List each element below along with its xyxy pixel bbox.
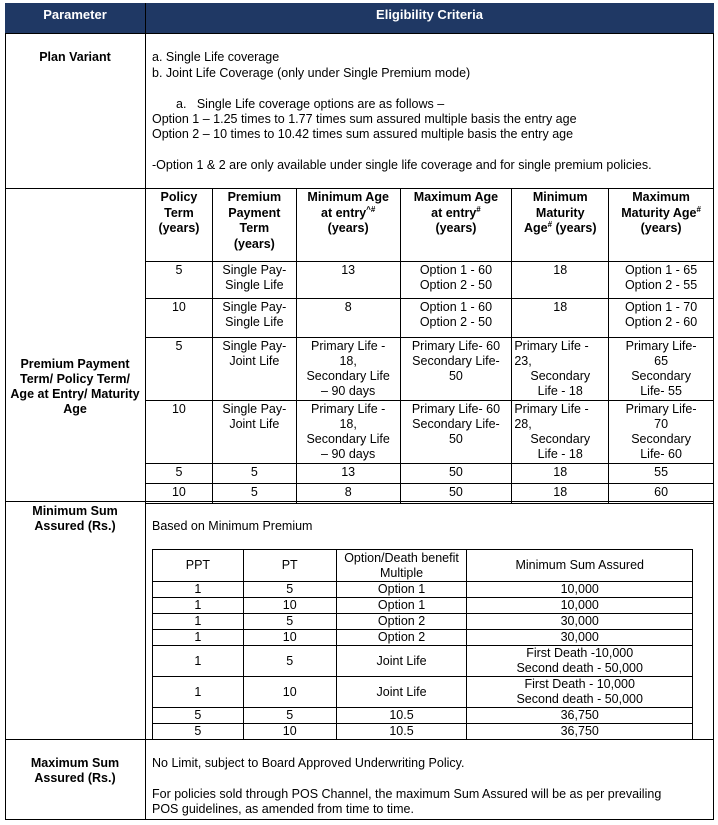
- table-row: 5 Single Pay- Single Life 13 Option 1 - 60 Option 2 - 50 18 Option 1 - 65 Option 2 - 55: [146, 262, 714, 299]
- table-row: 10 Single Pay- Single Life 8 Option 1 - 60 Option 2 - 50 18 Option 1 - 70 Option 2 - 60: [146, 299, 714, 338]
- min-sum-assured-table: [152, 549, 693, 740]
- param-max-sum-assured: Maximum Sum Assured (Rs.): [30, 756, 120, 785]
- max-sum-line: For policies sold through POS Channel, the maximum Sum Assured will be as per prevailing: [152, 787, 662, 801]
- plan-variant-line: a. Single Life coverage options are as follows –: [176, 97, 445, 111]
- param-min-sum-assured: Minimum Sum Assured (Rs.): [32, 504, 118, 533]
- col-min-age-entry: Minimum Age at entry^# (years): [296, 189, 400, 262]
- table-row: 5 5 10.5 36,750: [153, 708, 693, 724]
- table-row: 1 10 Joint Life First Death - 10,000 Second death - 50,000: [153, 677, 693, 708]
- table-row: 5 Single Pay- Joint Life Primary Life - 18, Secondary Life – 90 days Primary Life- 60 Secondary Life- 50 Primary Life - 23, Secondary Life - 18 Primary Life- 65 Secondary Life- 55: [146, 338, 714, 401]
- premium-term-table: [145, 188, 714, 504]
- plan-variant-line: b. Joint Life Coverage (only under Single Premium mode): [152, 66, 471, 80]
- table-header: [5, 3, 714, 34]
- table-row: 10 Single Pay- Joint Life Primary Life - 18, Secondary Life – 90 days Primary Life- 60 Secondary Life- 50 Primary Life - 28, Secondary Life - 18 Primary Life- 70 Secondary Life- 60: [146, 401, 714, 464]
- param-premium-term: Premium Payment Term/ Policy Term/ Age at Entry/ Maturity Age: [10, 357, 140, 416]
- col-max-maturity-age: Maximum Maturity Age# (years): [609, 189, 714, 262]
- plan-variant-note: -Option 1 & 2 are only available under single life coverage and for single premium policies.: [152, 158, 652, 172]
- min-sum-intro: Based on Minimum Premium: [152, 519, 313, 533]
- table-row: 10 5 8 50 18 60: [146, 484, 714, 504]
- header-parameter: Parameter: [43, 7, 107, 22]
- table-row: 5 10 10.5 36,750: [153, 724, 693, 740]
- col-ppt: PPT: [153, 550, 244, 582]
- max-sum-line: POS guidelines, as amended from time to time.: [152, 802, 414, 816]
- max-sum-line: No Limit, subject to Board Approved Underwriting Policy.: [152, 756, 465, 770]
- col-policy-term: Policy Term (years): [146, 189, 213, 262]
- table-header-row: [153, 550, 693, 582]
- plan-variant-line: Option 2 – 10 times to 10.42 times sum assured multiple basis the entry age: [152, 127, 574, 141]
- col-premium-payment-term: Premium Payment Term (years): [212, 189, 296, 262]
- col-min-sum: Minimum Sum Assured: [467, 550, 693, 582]
- table-header-row: [146, 189, 714, 262]
- table-row: 1 10 Option 1 10,000: [153, 598, 693, 614]
- table-row: 1 5 Option 1 10,000: [153, 582, 693, 598]
- table-row: 1 5 Joint Life First Death -10,000 Second death - 50,000: [153, 646, 693, 677]
- plan-variant-line: a. Single Life coverage: [152, 50, 280, 64]
- table-row: 1 10 Option 2 30,000: [153, 630, 693, 646]
- col-min-maturity-age: Minimum Maturity Age# (years): [512, 189, 609, 262]
- col-pt: PT: [243, 550, 336, 582]
- table-row: 5 5 13 50 18 55: [146, 464, 714, 484]
- col-max-age-entry: Maximum Age at entry# (years): [400, 189, 512, 262]
- col-option: Option/Death benefit Multiple: [336, 550, 467, 582]
- param-plan-variant: Plan Variant: [39, 50, 111, 64]
- table-row: 1 5 Option 2 30,000: [153, 614, 693, 630]
- header-eligibility: Eligibility Criteria: [376, 7, 483, 22]
- plan-variant-line: Option 1 – 1.25 times to 1.77 times sum assured multiple basis the entry age: [152, 112, 577, 126]
